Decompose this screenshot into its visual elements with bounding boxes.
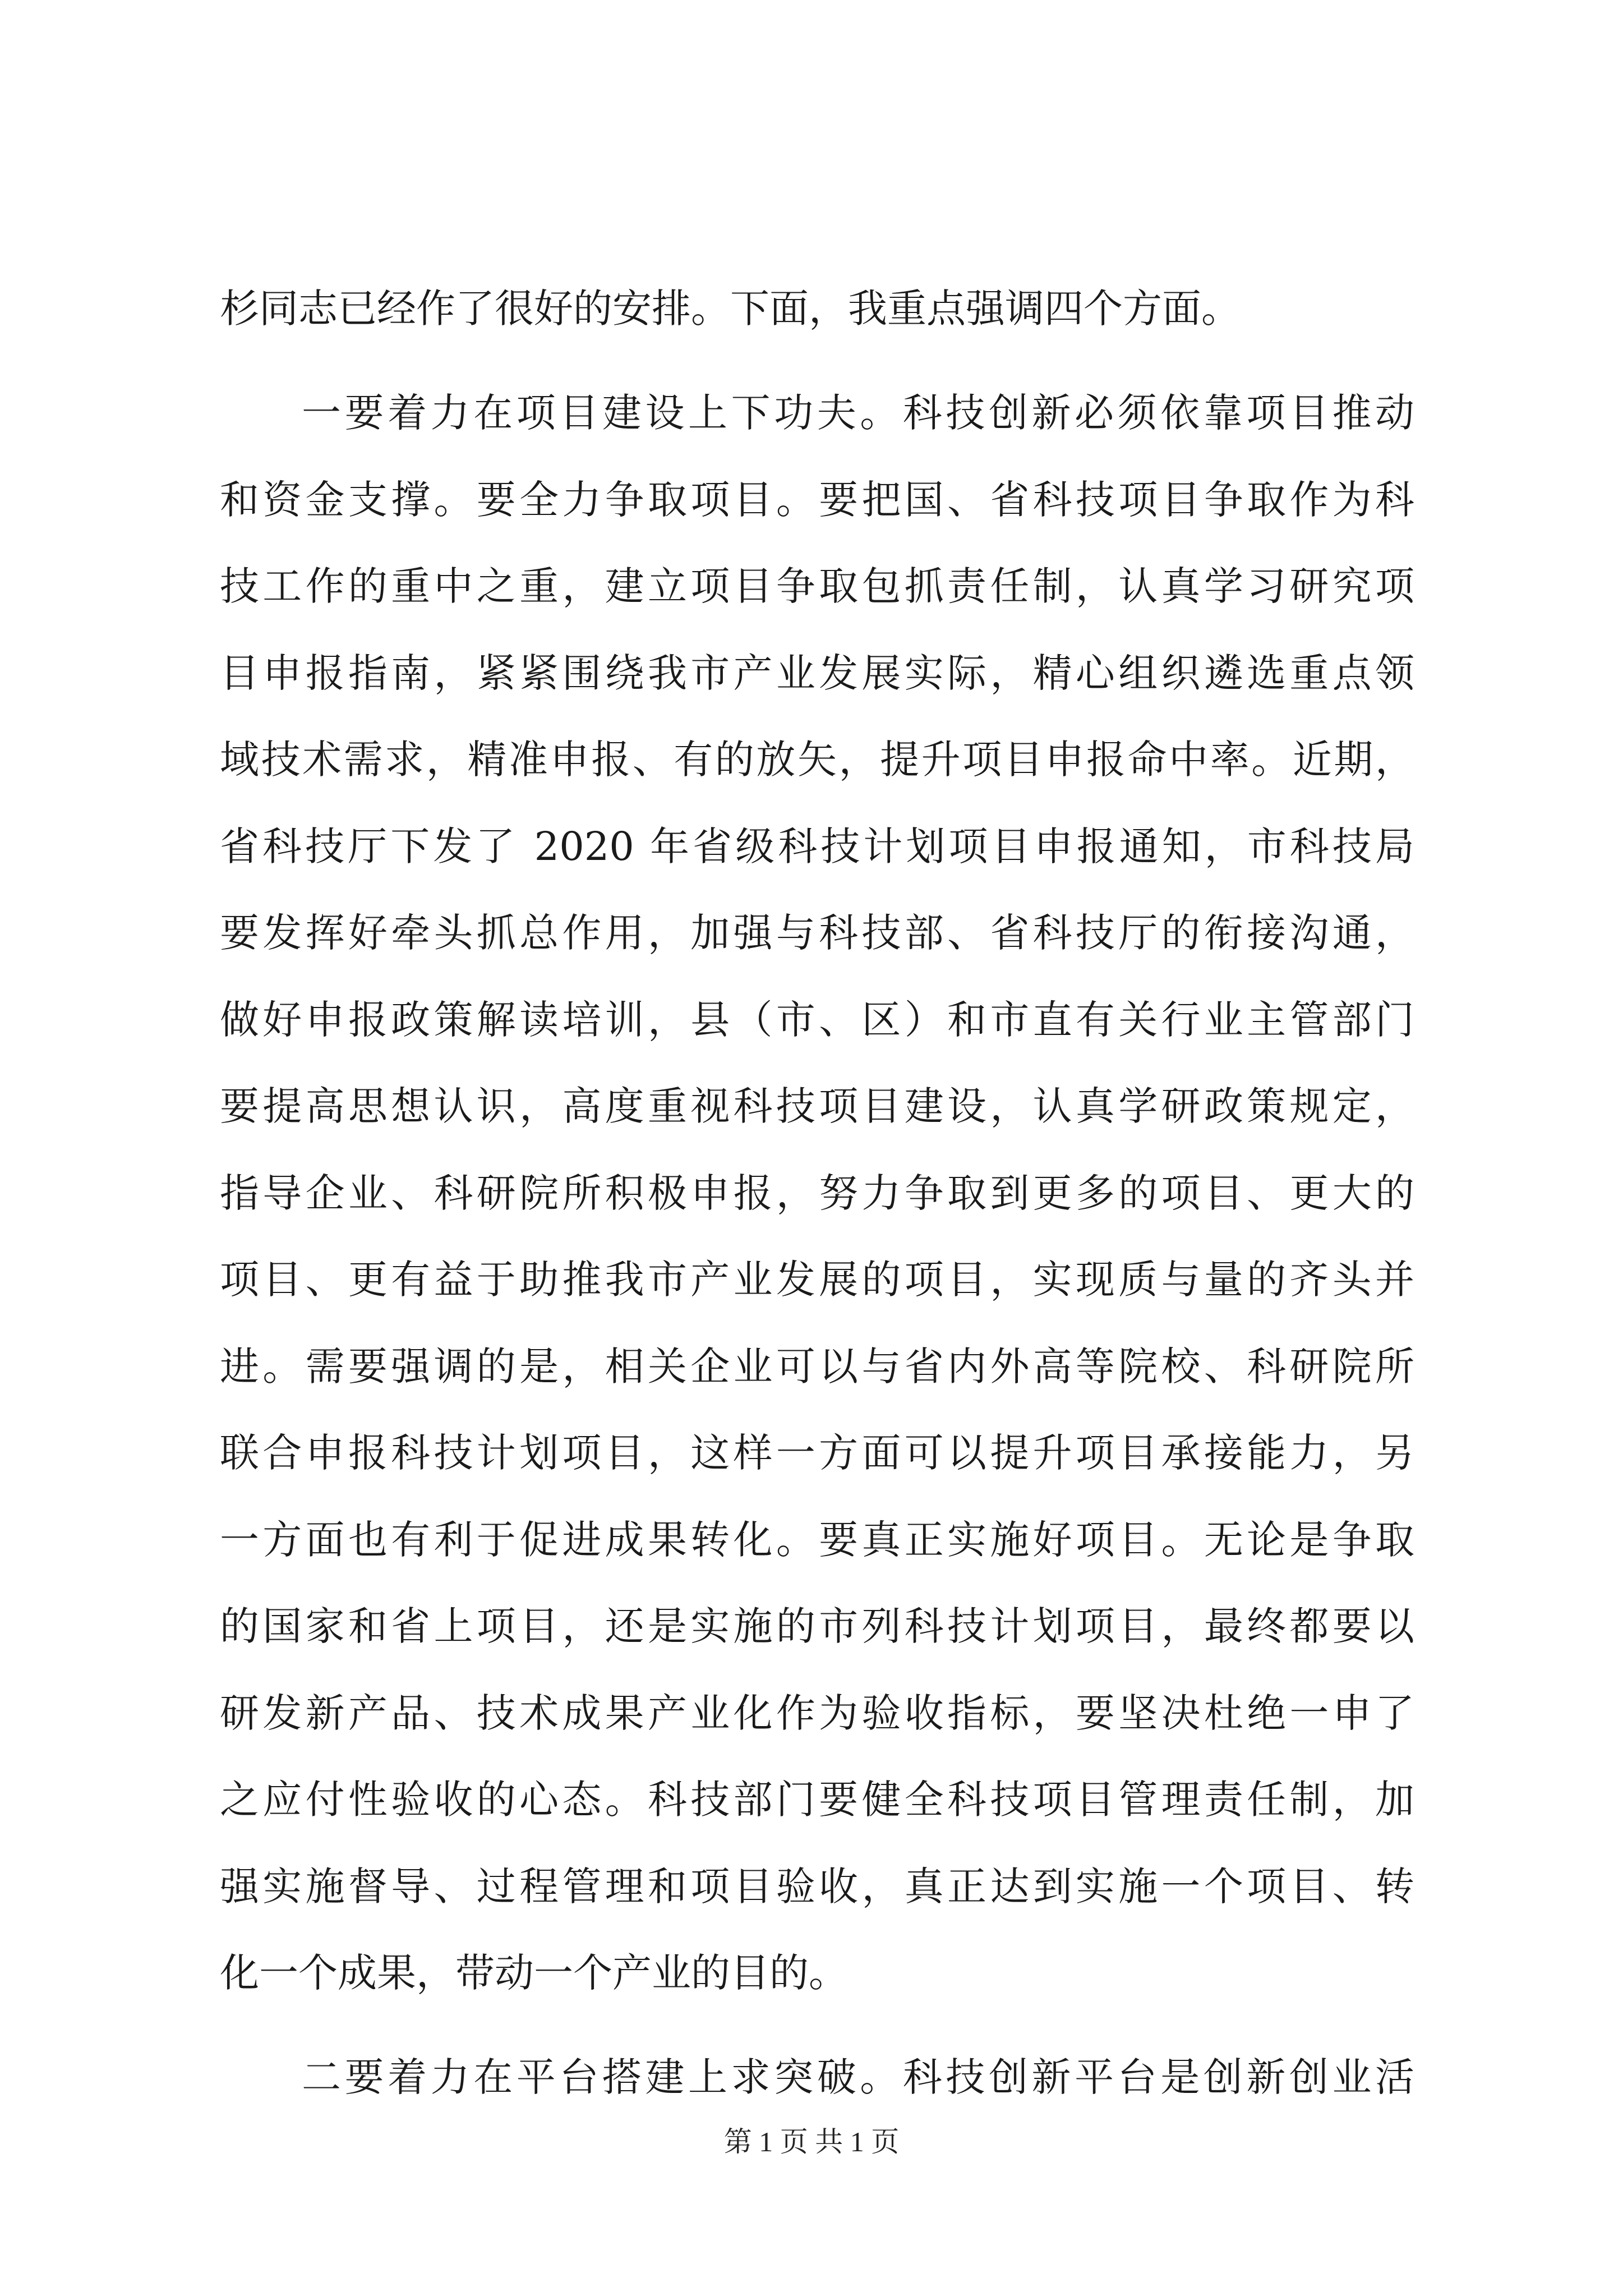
paragraph-line: 域技术需求，精准申报、有的放矢，提升项目申报命中率。近期， [220,737,1414,783]
paragraph-line: 之应付性验收的心态。科技部门要健全科技项目管理责任制，加 [220,1777,1414,1823]
paragraph-line: 二要着力在平台搭建上求突破。科技创新平台是创新创业活 [302,2054,1414,2100]
paragraph-line: 要提高思想认识，高度重视科技项目建设，认真学研政策规定， [220,1083,1414,1129]
paragraph-line: 项目、更有益于助推我市产业发展的项目，实现质与量的齐头并 [220,1257,1414,1303]
paragraph-line: 进。需要强调的是，相关企业可以与省内外高等院校、科研院所 [220,1343,1414,1389]
paragraph-line: 研发新产品、技术成果产业化作为验收指标，要坚决杜绝一申了 [220,1690,1414,1736]
paragraph-line: 一要着力在项目建设上下功夫。科技创新必须依靠项目推动 [302,390,1414,436]
paragraph-line: 和资金支撑。要全力争取项目。要把国、省科技项目争取作为科 [220,477,1414,523]
page-number-footer: 第 1 页 共 1 页 [723,2126,900,2157]
paragraph-line: 的国家和省上项目，还是实施的市列科技计划项目，最终都要以 [220,1603,1414,1649]
paragraph-line: 强实施督导、过程管理和项目验收，真正达到实施一个项目、转 [220,1864,1414,1910]
paragraph-line: 一方面也有利于促进成果转化。要真正实施好项目。无论是争取 [220,1517,1414,1563]
paragraph-line: 省科技厅下发了 2020 年省级科技计划项目申报通知，市科技局 [220,823,1414,869]
paragraph-line: 指导企业、科研院所积极申报，努力争取到更多的项目、更大的 [220,1170,1414,1216]
paragraph-line: 技工作的重中之重，建立项目争取包抓责任制，认真学习研究项 [220,563,1414,609]
paragraph-line: 杉同志已经作了很好的安排。下面，我重点强调四个方面。 [220,286,1241,332]
paragraph-line: 要发挥好牵头抓总作用，加强与科技部、省科技厅的衔接沟通， [220,910,1414,956]
paragraph-line: 化一个成果，带动一个产业的目的。 [220,1950,848,1996]
paragraph-line: 目申报指南，紧紧围绕我市产业发展实际，精心组织遴选重点领 [220,650,1414,696]
paragraph-line: 做好申报政策解读培训，县（市、区）和市直有关行业主管部门 [220,997,1414,1043]
paragraph-line: 联合申报科技计划项目，这样一方面可以提升项目承接能力，另 [220,1430,1414,1476]
